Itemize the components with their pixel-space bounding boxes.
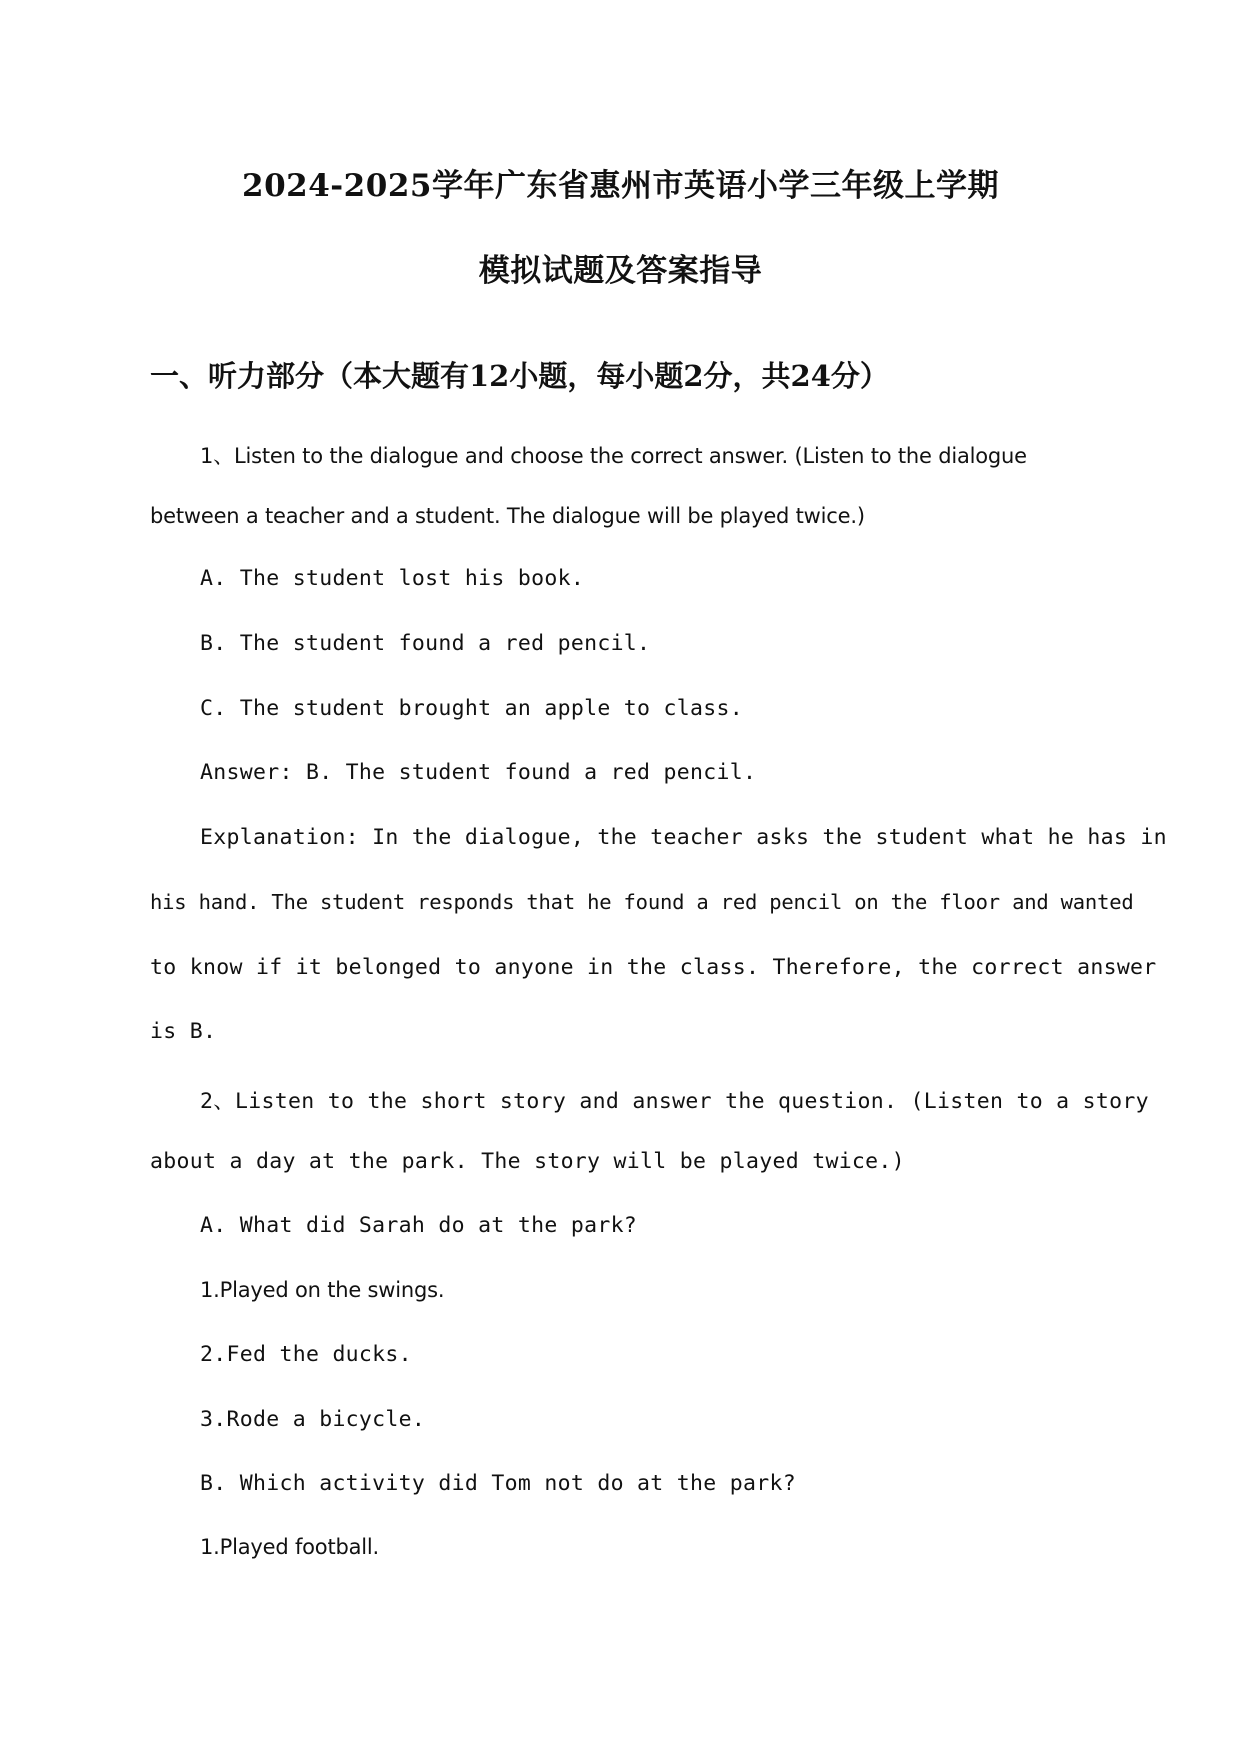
- question-1-prompt-line-2: between a teacher and a student. The dialogue will be played twice.): [150, 504, 865, 528]
- question-2-sub-a-option-1: 1.Played on the swings.: [200, 1278, 445, 1302]
- question-2-sub-a-option-3: 3.Rode a bicycle.: [200, 1407, 426, 1432]
- question-1-explanation-line-4: is B.: [150, 1019, 217, 1044]
- question-1-option-b: B. The student found a red pencil.: [200, 631, 651, 656]
- question-2-sub-question-a: A. What did Sarah do at the park?: [200, 1213, 638, 1238]
- question-2-sub-a-option-2: 2.Fed the ducks.: [200, 1342, 412, 1367]
- document-title-line-2: 模拟试题及答案指导: [478, 253, 763, 289]
- question-2-prompt-line-2: about a day at the park. The story will be played twice.): [150, 1149, 905, 1174]
- question-1-answer: Answer: B. The student found a red pencil.: [200, 760, 757, 785]
- question-2-sub-question-b: B. Which activity did Tom not do at the park?: [200, 1471, 796, 1496]
- question-1-explanation-line-2: his hand. The student responds that he found a red pencil on the floor and wanted: [150, 890, 1134, 914]
- question-1-option-a: A. The student lost his book.: [200, 566, 585, 591]
- section-heading-listening: 一、听力部分（本大题有12小题，每小题2分，共24分）: [150, 359, 889, 393]
- question-2-prompt-line-1: 2、Listen to the short story and answer the question. (Listen to a story: [200, 1089, 1149, 1114]
- document-title-line-1: 2024-2025学年广东省惠州市英语小学三年级上学期: [242, 168, 999, 204]
- question-1-explanation-line-1: Explanation: In the dialogue, the teacher asks the student what he has in: [200, 825, 1167, 850]
- question-1-prompt-line-1: 1、Listen to the dialogue and choose the correct answer. (Listen to the dialogue: [200, 444, 1027, 468]
- question-1-explanation-line-3: to know if it belonged to anyone in the class. Therefore, the correct answer: [150, 955, 1157, 980]
- question-1-option-c: C. The student brought an apple to class.: [200, 696, 744, 721]
- question-2-sub-b-option-1: 1.Played football.: [200, 1535, 380, 1559]
